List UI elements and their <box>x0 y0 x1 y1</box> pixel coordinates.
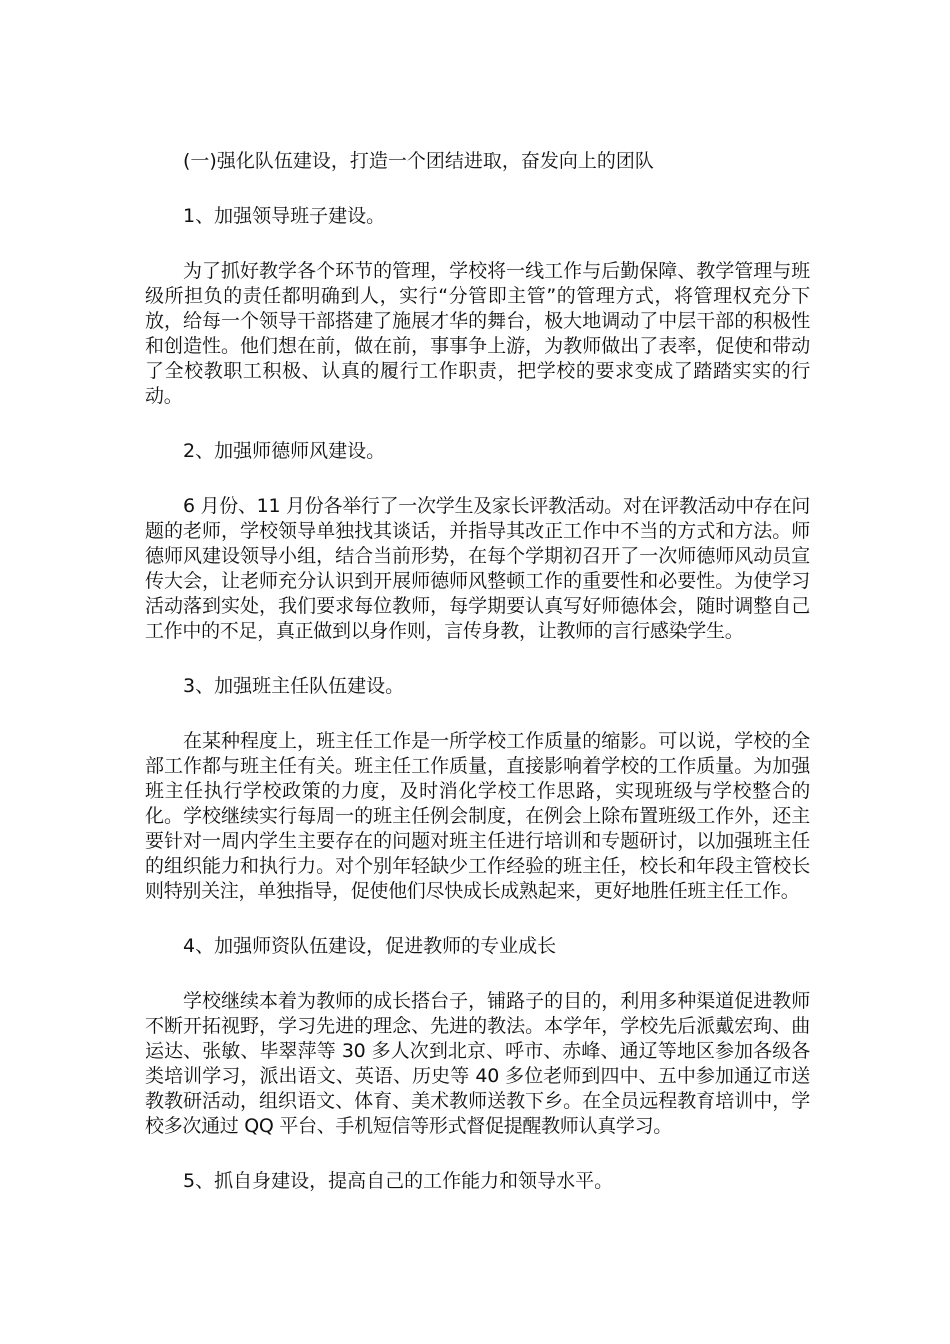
document-body <box>145 149 810 1194</box>
item-3-paragraph: 在某种程度上，班主任工作是一所学校工作质量的缩影。可以说，学校的全部工作都与班主任有关。班主任工作质量，直接影响着学校的工作质量。为加强班主任执行学校政策的力度，及时消化学校工作思路，实现班级与学校整合的化。学校继续实行每周一的班主任例会制度，在例会上除布置班级工作外，还主要针对一周内学生主要存在的问题对班主任进行培训和专题研讨，以加强班主任的组织能力和执行力。对个别年轻缺少工作经验的班主任，校长和年段主管校长则特别关注，单独指导，促使他们尽快成长成熟起来，更好地胜任班主任工作。 <box>145 730 810 902</box>
item-5-heading: 5、抓自身建设，提高自己的工作能力和领导水平。 <box>183 1170 614 1192</box>
item-3-heading: 3、加强班主任队伍建设。 <box>183 675 405 697</box>
section-title: (一)强化队伍建设，打造一个团结进取，奋发向上的团队 <box>183 150 654 172</box>
item-4-heading: 4、加强师资队伍建设，促进教师的专业成长 <box>183 935 557 957</box>
item-1-heading: 1、加强领导班子建设。 <box>183 205 386 227</box>
item-4-paragraph: 学校继续本着为教师的成长搭台子，铺路子的目的，利用多种渠道促进教师不断开拓视野，学习先进的理念、先进的教法。本学年，学校先后派戴宏珣、曲运达、张敏、毕翠萍等 30 多人次到北京、呼市、赤峰、通辽等地区参加各级各类培训学习，派出语文、英语、历史等 40 多位老师到四中、五中参加通辽市送教教研活动，组织语文、体育、美术教师送教下乡。在全员远程教育培训中，学校多次通过 QQ 平台、手机短信等形式督促提醒教师认真学习。 <box>145 990 810 1137</box>
item-1-paragraph: 为了抓好教学各个环节的管理，学校将一线工作与后勤保障、教学管理与班级所担负的责任都明确到人，实行“分管即主管”的管理方式，将管理权充分下放，给每一个领导干部搭建了施展才华的舞台，极大地调动了中层干部的积极性和创造性。他们想在前，做在前，事事争上游，为教师做出了表率，促使和带动了全校教职工积极、认真的履行工作职责，把学校的要求变成了踏踏实实的行动。 <box>145 260 810 407</box>
item-2-heading: 2、加强师德师风建设。 <box>183 440 386 462</box>
item-2-paragraph: 6 月份、11 月份各举行了一次学生及家长评教活动。对在评教活动中存在问题的老师，学校领导单独找其谈话，并指导其改正工作中不当的方式和方法。师德师风建设领导小组，结合当前形势，在每个学期初召开了一次师德师风动员宣传大会，让老师充分认识到开展师德师风整顿工作的重要性和必要性。为使学习活动落到实处，我们要求每位教师，每学期要认真写好师德体会，随时调整自己工作中的不足，真正做到以身作则，言传身教，让教师的言行感染学生。 <box>145 495 810 642</box>
